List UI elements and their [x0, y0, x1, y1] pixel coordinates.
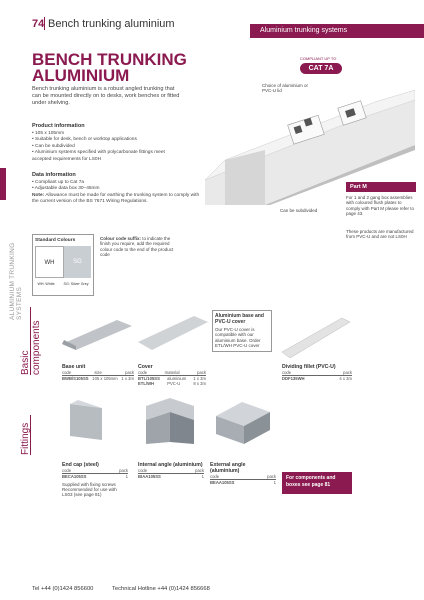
cat7a-badge: CAT 7A: [300, 63, 342, 74]
end-cap-note: Supplied with fixing screws Recommended for use with LS03 (see page 81): [62, 481, 117, 498]
internal-angle-image: [140, 396, 200, 446]
data-info-block: [32, 172, 202, 206]
col-header: pack: [195, 468, 204, 473]
white-swatch: WH: [35, 246, 64, 278]
col-header: pack: [125, 370, 134, 375]
cover-note-body: Our PVC-U cover is compatible with our aluminium base. Order ETL/WH PVC-U cover: [215, 327, 261, 349]
product-code: BECA105SS: [62, 473, 87, 479]
page-number: 74: [32, 18, 45, 30]
base-unit-title: Base unit: [62, 364, 86, 370]
cell: 1: [273, 479, 276, 485]
end-cap-block: [62, 462, 128, 498]
part-m-body: For 1 and 2 gang box assemblies with coloured flush plates to comply with Part M please refer to page 43.: [346, 195, 415, 217]
internal-angle-block: [138, 462, 204, 479]
col-header: code: [210, 474, 220, 479]
pvc-note: These products are manufactured from PVC-U and are not LS0H: [346, 228, 414, 240]
intro-text: Bench trunking aluminium is a robust angled trunking that can be mounted directly on to desks, work benches or fitted under shelving.: [32, 86, 180, 107]
product-info-item: • Suitable for desk, bench or worktop applications: [32, 137, 182, 143]
col-header: pack: [119, 468, 128, 473]
data-info-item: • Adjustable data box 30–45mm: [32, 186, 202, 192]
legend-silver: SG: Silver Grey: [63, 282, 89, 286]
colour-suffix-text: to indicate the finish you require, add the required colour code to the end of the product code: [100, 236, 174, 258]
cover-image: [138, 314, 208, 350]
section-basic-components: Basic components: [20, 320, 42, 375]
cell: 105 x 105mm: [92, 375, 118, 381]
footer-tel: Tel +44 (0)1424 856600: [32, 586, 94, 592]
fillet-block: [282, 364, 352, 381]
col-header: code: [138, 468, 148, 473]
header-divider: [44, 17, 45, 30]
colour-panel: [32, 234, 94, 296]
product-info-item: • 105 x 105mm: [32, 131, 182, 137]
product-info-item: • Can be subdivided: [32, 144, 182, 150]
colour-suffix-label: Colour code suffix:: [100, 236, 142, 241]
subdivided-callout: Can be subdivided: [280, 208, 318, 213]
sidebar-marker: [0, 168, 6, 200]
cell: aluminium: [167, 375, 187, 381]
product-code: ETL/WH: [138, 380, 155, 386]
col-header: code: [282, 370, 292, 375]
cover-note-box: [212, 310, 272, 352]
badge-caption: COMPLIANT UP TO: [300, 56, 337, 61]
part-m-block: [346, 182, 416, 239]
col-header: material: [164, 370, 180, 375]
col-header: size: [94, 370, 102, 375]
col-header: code: [62, 468, 72, 473]
cover-block: [138, 364, 206, 386]
title-line-2: ALUMINIUM: [32, 66, 130, 85]
cell: 4 x 3m: [339, 375, 352, 381]
note-label: Note:: [32, 192, 45, 198]
external-angle-image: [212, 398, 274, 446]
product-code: DDF135WH: [282, 375, 305, 381]
section-fittings: Fittings: [20, 422, 31, 455]
product-code: BTL/105SS: [138, 375, 160, 381]
page-heading: Bench trunking aluminium: [48, 18, 175, 30]
fillet-title: Dividing fillet (PVC-U): [282, 364, 336, 370]
cell: PVC-U: [167, 380, 181, 386]
col-header: code: [138, 370, 148, 375]
fillet-image: [282, 314, 350, 358]
col-header: pack: [343, 370, 352, 375]
cell: 1: [201, 473, 204, 479]
data-info-heading: Data information: [32, 172, 76, 178]
cell: 8 x 3m: [193, 380, 206, 386]
internal-angle-title: Internal angle (aluminium): [138, 462, 203, 468]
base-unit-image: [62, 318, 132, 350]
col-header: code: [62, 370, 72, 375]
components-link[interactable]: For components and boxes see page 81: [282, 472, 352, 494]
cell: 1: [125, 473, 128, 479]
cell: 1 x 3m: [121, 375, 134, 381]
category-banner: Aluminium trunking systems: [250, 24, 424, 38]
cell: 1 x 3m: [193, 375, 206, 381]
external-angle-block: [210, 462, 276, 485]
cover-title: Cover: [138, 364, 153, 370]
part-m-title: Part M: [346, 182, 416, 192]
title-line-1: BENCH TRUNKING: [32, 50, 187, 69]
product-title: [32, 52, 232, 84]
col-header: pack: [267, 474, 276, 479]
silver-grey-swatch: SG: [64, 246, 91, 278]
product-info-block: [32, 123, 182, 163]
product-code: BWB/S105SS: [62, 375, 89, 381]
colour-heading: Standard Colours: [35, 238, 76, 243]
col-header: pack: [197, 370, 206, 375]
external-angle-title: External angle (aluminium): [210, 462, 246, 474]
legend-white: WH: White: [37, 282, 55, 286]
colour-suffix: [100, 236, 180, 258]
data-info-item: • Compliant up to Cat 7a: [32, 180, 202, 186]
product-code: BIAA105SS: [138, 473, 161, 479]
footer-hotline: Technical Hotline +44 (0)1424 856668: [112, 586, 210, 592]
end-cap-image: [66, 400, 106, 444]
product-code: BEAA105SS: [210, 479, 235, 485]
end-cap-title: End cap (steel): [62, 462, 99, 468]
product-info-item: • Aluminium systems specified with polycarbonate fittings meet accepted requirements for LS0H: [32, 150, 182, 163]
cover-callout: Choice of aluminium or PVC-U lid: [262, 83, 309, 94]
cover-note-title: Aluminium base and PVC-U cover: [215, 313, 264, 325]
product-info-heading: Product information: [32, 123, 85, 129]
note-text: Allowance must be made for earthing the trunking system to comply with the current version of the BS 7671 Wiring Regulations.: [32, 192, 200, 205]
base-unit-block: [62, 364, 134, 381]
side-category-label: ALUMINIUM TRUNKING SYSTEMS: [9, 242, 23, 320]
